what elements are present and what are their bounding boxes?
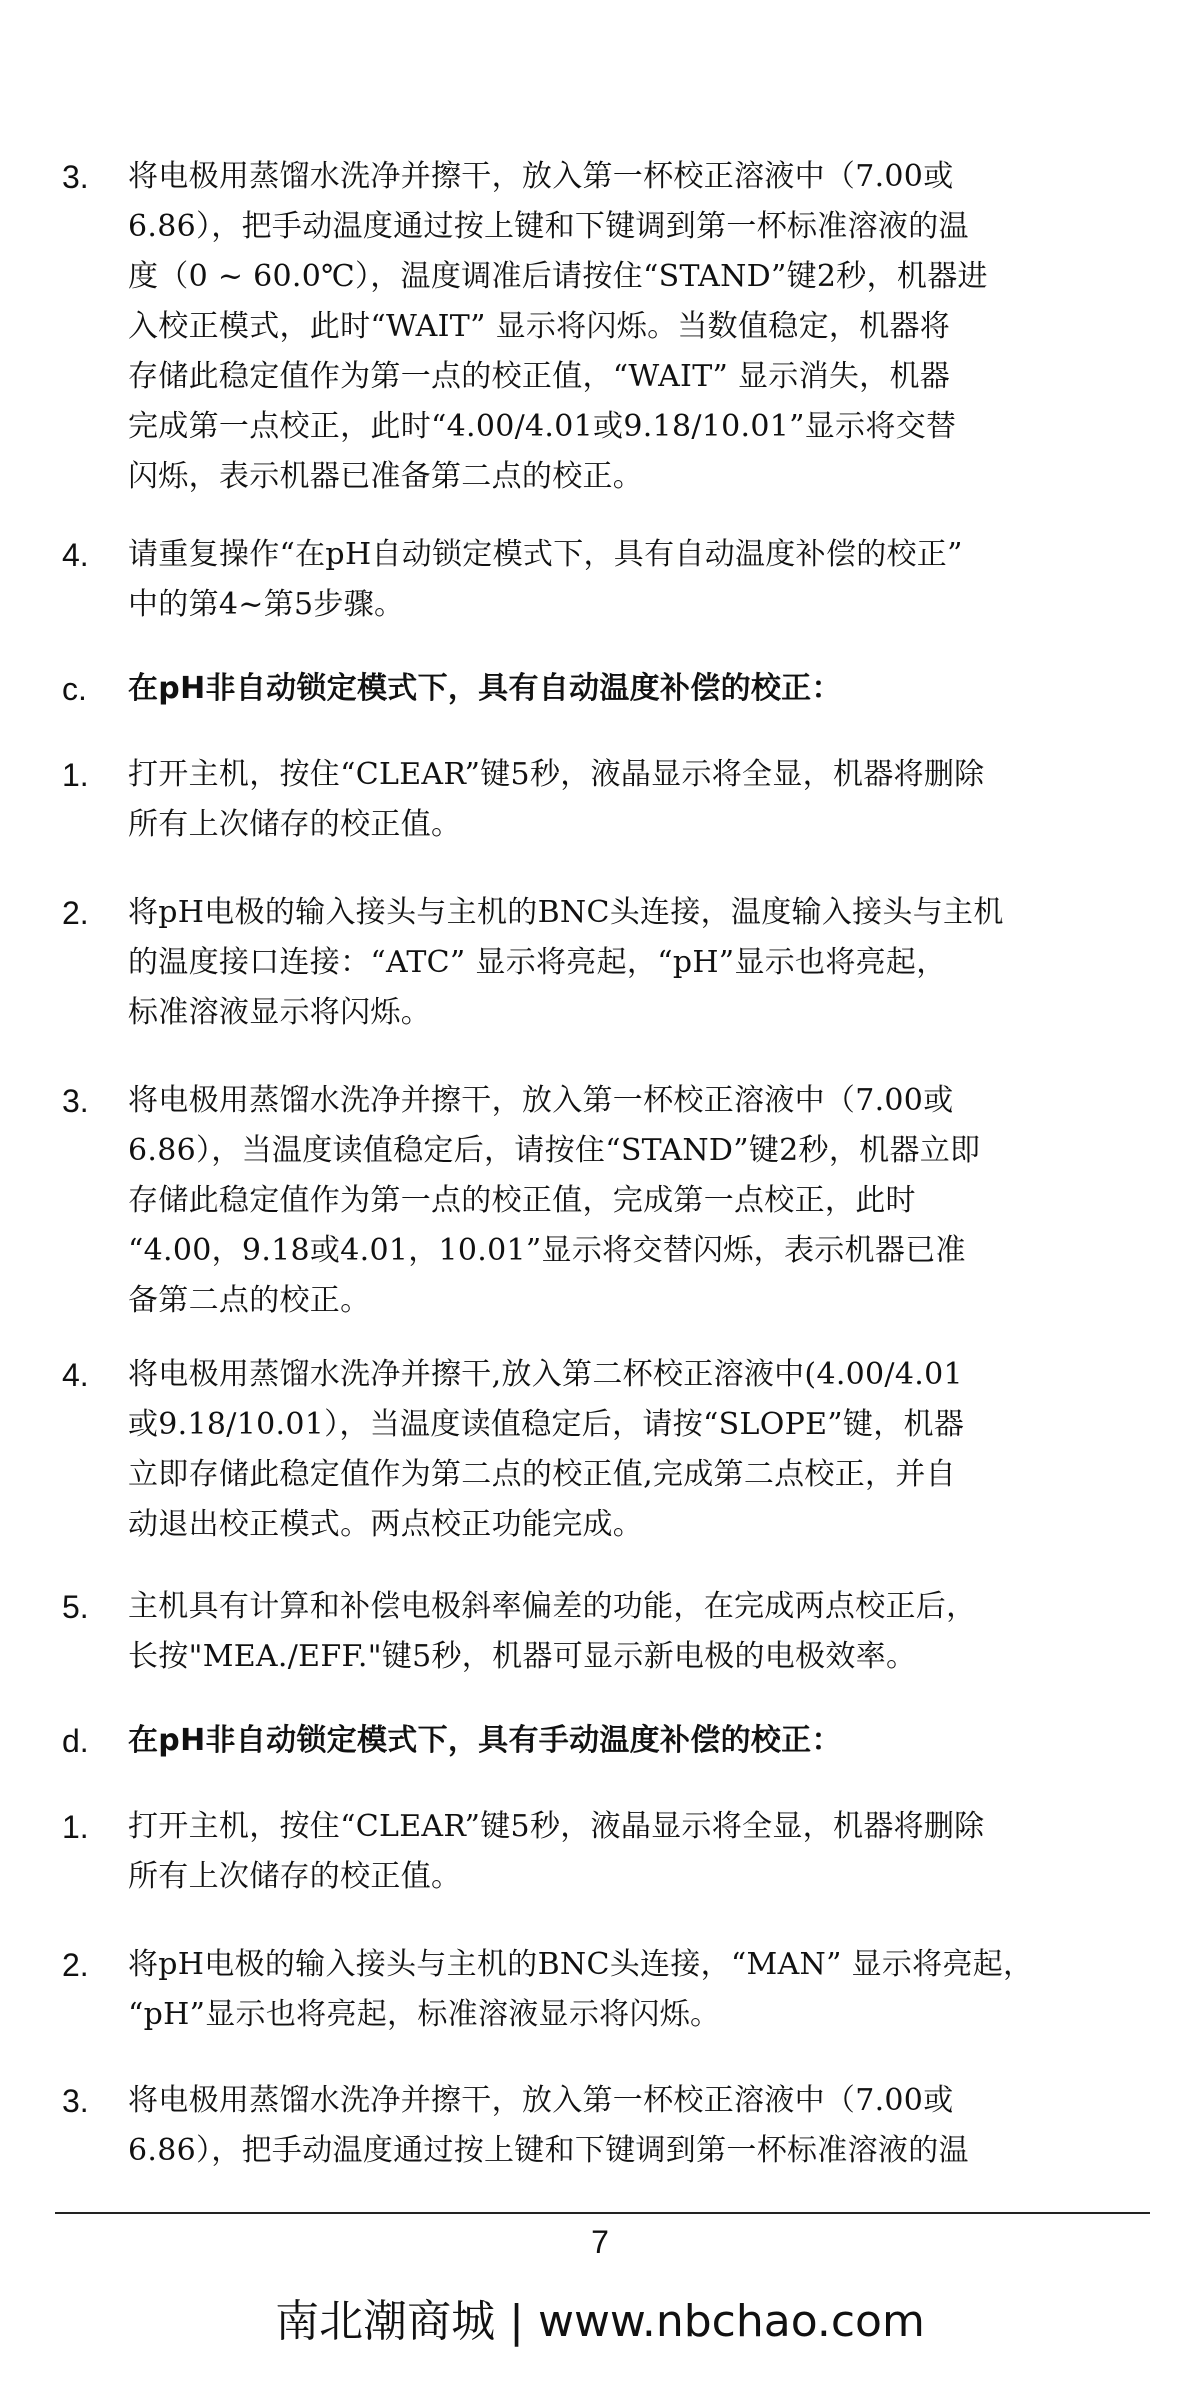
item-line: 所有上次储存的校正值。 — [128, 807, 462, 842]
item-line: 长按"MEA./EFF."键5秒，机器可显示新电极的电极效率。 — [128, 1639, 917, 1674]
footer-brand: 南北潮商城 | www.nbchao.com — [275, 2296, 925, 2347]
section-title: 在pH非自动锁定模式下，具有自动温度补偿的校正： — [128, 671, 842, 706]
item-marker: 3. — [62, 159, 89, 195]
item-line: 入校正模式，此时“WAIT” 显示将闪烁。当数值稳定，机器将 — [128, 309, 951, 344]
page-number: 7 — [591, 2224, 609, 2260]
item-text — [128, 1076, 1152, 1326]
item-line: 完成第一点校正，此时“4.00/4.01或9.18/10.01”显示将交替 — [128, 409, 957, 444]
item-line: 6.86），把手动温度通过按上键和下键调到第一杯标准溶液的温 — [128, 2133, 969, 2168]
item-line: 存储此稳定值作为第一点的校正值，“WAIT” 显示消失，机器 — [128, 359, 951, 394]
item-line: 立即存储此稳定值作为第二点的校正值,完成第二点校正，并自 — [128, 1457, 956, 1492]
item-line: 将电极用蒸馏水洗净并擦干，放入第一杯校正溶液中（7.00或 — [128, 159, 954, 194]
section-d-heading — [62, 1716, 1152, 1766]
item-marker: 4. — [62, 537, 89, 573]
item-text — [128, 1582, 1152, 1682]
item-marker: 1. — [62, 757, 89, 793]
item-line: 打开主机，按住“CLEAR”键5秒，液晶显示将全显，机器将删除 — [128, 1809, 985, 1844]
step-1-clear — [62, 750, 1152, 850]
item-marker: 3. — [62, 1083, 89, 1119]
item-line: 或9.18/10.01），当温度读值稳定后，请按“SLOPE”键，机器 — [128, 1407, 965, 1442]
item-marker: 2. — [62, 895, 89, 931]
step-3-first-point — [62, 1076, 1152, 1326]
footer-divider — [55, 2212, 1150, 2214]
step-1-clear — [62, 1802, 1152, 1902]
item-line: 所有上次储存的校正值。 — [128, 1859, 462, 1894]
item-line: 闪烁，表示机器已准备第二点的校正。 — [128, 459, 644, 494]
item-line: “pH”显示也将亮起，标准溶液显示将闪烁。 — [128, 1997, 721, 2032]
step-5-slope-efficiency — [62, 1582, 1152, 1682]
item-line: 6.86），把手动温度通过按上键和下键调到第一杯标准溶液的温 — [128, 209, 969, 244]
item-line: 6.86），当温度读值稳定后，请按住“STAND”键2秒，机器立即 — [128, 1133, 981, 1168]
item-text — [128, 2076, 1152, 2176]
item-line: 将电极用蒸馏水洗净并擦干，放入第一杯校正溶液中（7.00或 — [128, 2083, 954, 2118]
item-line: 请重复操作“在pH自动锁定模式下，具有自动温度补偿的校正” — [128, 537, 963, 572]
item-text — [128, 152, 1152, 502]
item-text — [128, 750, 1152, 850]
item-line: 将pH电极的输入接头与主机的BNC头连接，温度输入接头与主机 — [128, 895, 1004, 930]
section-marker: d. — [62, 1723, 89, 1759]
step-4-repeat — [62, 530, 1152, 630]
step-3-manual-temp-first-calibration — [62, 152, 1152, 502]
item-line: “4.00，9.18或4.01，10.01”显示将交替闪烁，表示机器已准 — [128, 1233, 966, 1268]
item-line: 备第二点的校正。 — [128, 1283, 371, 1318]
item-marker: 3. — [62, 2083, 89, 2119]
item-line: 动退出校正模式。两点校正功能完成。 — [128, 1507, 644, 1542]
item-line: 的温度接口连接：“ATC” 显示将亮起，“pH”显示也将亮起， — [128, 945, 947, 980]
item-line: 主机具有计算和补偿电极斜率偏差的功能，在完成两点校正后， — [128, 1589, 977, 1624]
step-4-second-point — [62, 1350, 1152, 1550]
item-text — [128, 1940, 1152, 2040]
item-marker: 4. — [62, 1357, 89, 1393]
item-line: 存储此稳定值作为第一点的校正值，完成第一点校正，此时 — [128, 1183, 916, 1218]
item-marker: 2. — [62, 1947, 89, 1983]
step-2-connect-atc — [62, 888, 1152, 1038]
step-2-connect-man — [62, 1940, 1152, 2040]
item-text — [128, 1802, 1152, 1902]
item-line: 中的第4~第5步骤。 — [128, 587, 405, 622]
item-line: 将pH电极的输入接头与主机的BNC头连接，“MAN” 显示将亮起， — [128, 1947, 1034, 1982]
item-line: 度（0 ~ 60.0℃），温度调准后请按住“STAND”键2秒，机器进 — [128, 259, 988, 294]
item-line: 标准溶液显示将闪烁。 — [128, 995, 431, 1030]
section-title: 在pH非自动锁定模式下，具有手动温度补偿的校正： — [128, 1723, 842, 1758]
item-marker: 1. — [62, 1809, 89, 1845]
step-3-manual-temp-first-point — [62, 2076, 1152, 2176]
item-line: 打开主机，按住“CLEAR”键5秒，液晶显示将全显，机器将删除 — [128, 757, 985, 792]
item-line: 将电极用蒸馏水洗净并擦干，放入第一杯校正溶液中（7.00或 — [128, 1083, 954, 1118]
section-c-heading — [62, 664, 1152, 714]
item-text — [128, 1350, 1152, 1550]
item-line: 将电极用蒸馏水洗净并擦干,放入第二杯校正溶液中(4.00/4.01 — [128, 1357, 963, 1392]
item-marker: 5. — [62, 1589, 89, 1625]
section-marker: c. — [62, 671, 87, 707]
item-text — [128, 530, 1152, 630]
item-text — [128, 888, 1152, 1038]
